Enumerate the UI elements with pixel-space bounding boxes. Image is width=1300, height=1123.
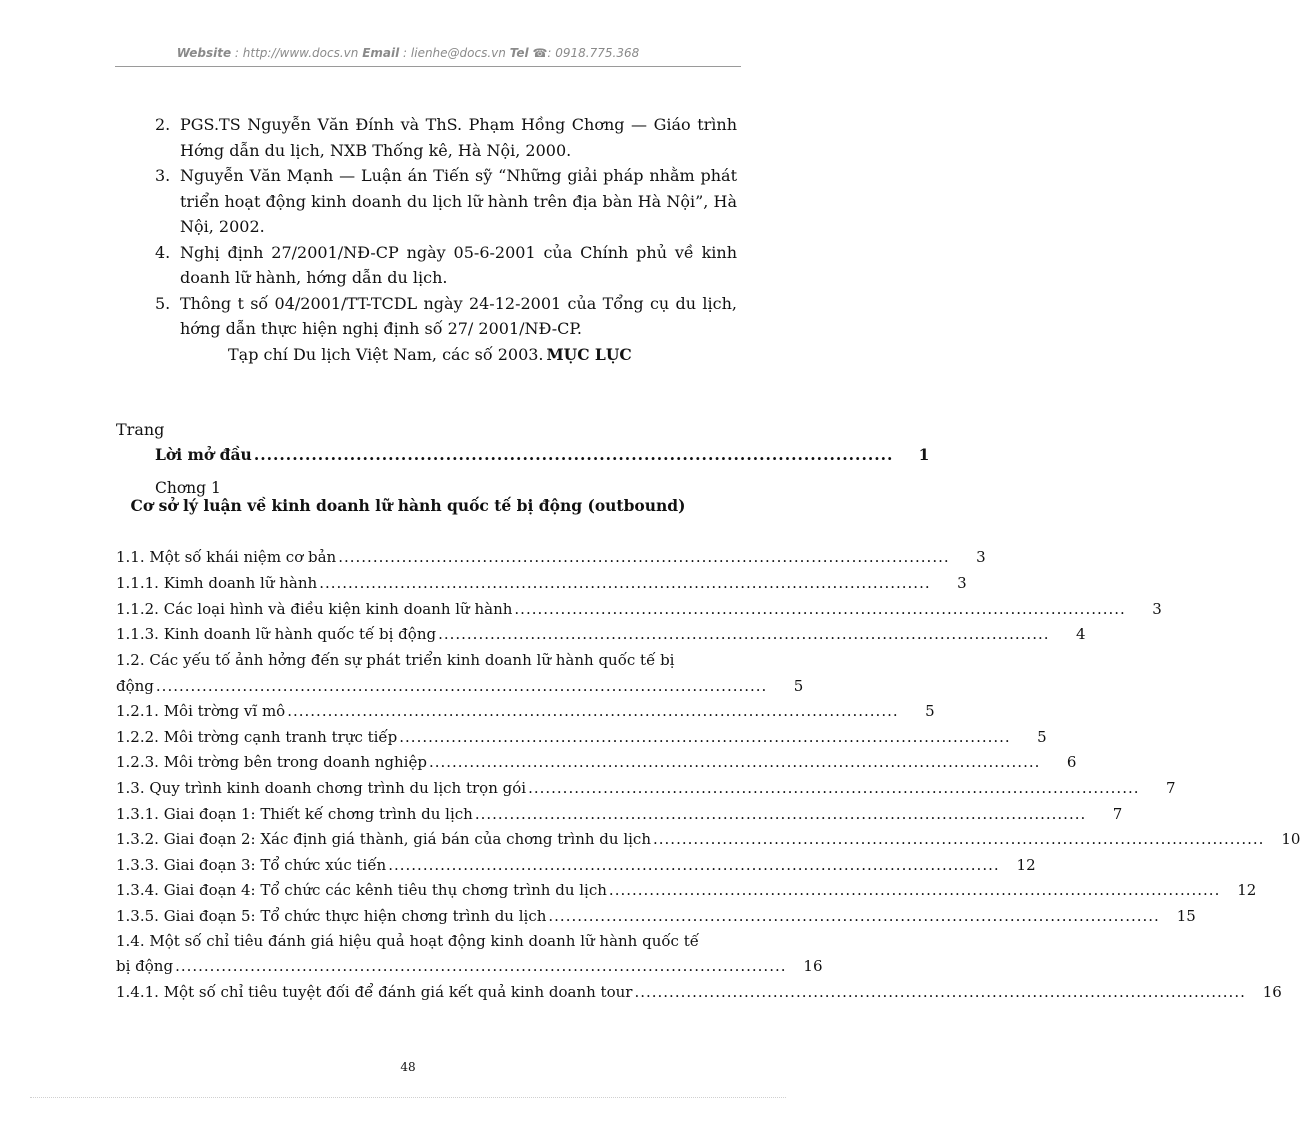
header-divider — [115, 66, 741, 67]
toc-entry[interactable] — [116, 752, 1077, 772]
email-value[interactable]: : lienhe@docs.vn — [403, 46, 506, 60]
toc-leader-dots: .......................................................................................................... — [155, 677, 768, 695]
toc-entry-label: 1.3. Quy trình kinh doanh chơng trình du lịch trọn gói — [116, 779, 527, 797]
reference-number: 3. — [155, 166, 171, 185]
toc-page-number: 5 — [1037, 728, 1047, 746]
toc-entry[interactable] — [116, 982, 1282, 1002]
toc-entry-label: 1.1.2. Các loại hình và điều kiện kinh doanh lữ hành — [116, 600, 513, 618]
footer-divider — [30, 1097, 786, 1098]
toc-leader-dots: .......................................................................................................... — [428, 753, 1041, 771]
toc-entry-line[interactable]: 1.2. Các yếu tố ảnh hởng đến sự phát triển kinh doanh lữ hành quốc tế bị — [116, 651, 675, 669]
toc-entry-intro[interactable] — [155, 445, 930, 465]
toc-entry-label: 1.1.1. Kimh doanh lữ hành — [116, 574, 318, 592]
toc-page-number: 1 — [918, 445, 930, 464]
toc-entry[interactable] — [116, 547, 986, 567]
toc-page-number: 3 — [1152, 600, 1162, 618]
toc-leader-dots: .......................................................................................................... — [528, 779, 1140, 797]
toc-leader-dots: .......................................................................................................... — [474, 805, 1087, 823]
toc-entry-label: 1.3.5. Giai đoạn 5: Tổ chức thực hiện chơng trình du lịch — [116, 907, 547, 925]
toc-leader-dots: .......................................................................................................... — [319, 574, 931, 592]
toc-leader-dots: .......................................................................................................... — [175, 957, 787, 975]
toc-entry[interactable] — [116, 778, 1176, 798]
toc-entry-label: 1.3.1. Giai đoạn 1: Thiết kế chơng trình du lịch — [116, 805, 473, 823]
toc-entry[interactable] — [116, 855, 1036, 875]
reference-text: Thông t số 04/2001/TT-TCDL ngày 24-12-2001 của Tổng cụ du lịch, hớng dẫn thực hiện nghị định số 27/ 2001/NĐ-CP. — [180, 293, 737, 338]
toc-entry-label: 1.1. Một số khái niệm cơ bản — [116, 548, 337, 566]
reference-number: 2. — [155, 115, 171, 134]
chapter-label: Chơng 1 — [155, 479, 221, 497]
reference-item-last — [155, 342, 737, 368]
reference-number: 4. — [155, 242, 171, 262]
website-label: Website — [176, 46, 232, 60]
toc-page-number: 16 — [1262, 983, 1282, 1001]
email-label: Email — [362, 46, 400, 60]
toc-leader-dots: .......................................................................................................... — [438, 625, 1050, 643]
toc-entry[interactable] — [116, 804, 1123, 824]
reference-text: Nguyễn Văn Mạnh — Luận án Tiến sỹ “Những giải pháp nhằm phát triển hoạt động kinh doanh du lịch lữ hành trên địa bàn Hà Nội”, Hà Nội, 2002. — [180, 166, 737, 236]
toc-entry-label: 1.2.3. Môi trờng bên trong doanh nghiệp — [116, 753, 427, 771]
toc-entry[interactable] — [116, 573, 967, 593]
reference-text: Tạp chí Du lịch Việt Nam, các số 2003. — [228, 344, 544, 364]
reference-item — [155, 240, 737, 291]
document-header — [0, 46, 816, 60]
toc-entry-label: động — [116, 677, 154, 695]
reference-item — [155, 163, 737, 240]
chapter-title: Cơ sở lý luận về kinh doanh lữ hành quốc tế bị động (outbound) — [130, 496, 686, 515]
website-value[interactable]: : http://www.docs.vn — [234, 46, 359, 60]
toc-leader-dots: .......................................................................................................... — [608, 881, 1221, 899]
toc-page-number: 7 — [1112, 805, 1123, 823]
toc-leader-dots: .......................................................................................................... — [653, 830, 1265, 848]
toc-page-number: 4 — [1075, 625, 1086, 643]
toc-page-number: 6 — [1066, 753, 1077, 771]
toc-page-number: 3 — [976, 548, 986, 566]
tel-value: : 0918.775.368 — [547, 46, 640, 60]
toc-entry-label: 1.3.4. Giai đoạn 4: Tổ chức các kênh tiêu thụ chơng trình du lịch — [116, 881, 607, 899]
toc-page-number: 12 — [1237, 881, 1257, 899]
toc-entry[interactable] — [116, 676, 804, 696]
toc-entry-label: 1.2.2. Môi trờng cạnh tranh trực tiếp — [116, 728, 398, 746]
toc-page-number: 5 — [925, 702, 935, 720]
toc-entry[interactable] — [116, 727, 1047, 747]
page-number: 48 — [400, 1060, 416, 1074]
toc-leader-dots: .......................................................................................................... — [548, 907, 1160, 925]
reference-item — [155, 112, 737, 163]
reference-number: 5. — [155, 293, 171, 313]
toc-entry-label: Lời mở đầu — [155, 445, 252, 464]
toc-leader-dots: .......................................................................................................... — [399, 728, 1011, 746]
phone-icon: ☎ — [532, 46, 548, 60]
toc-page-number: 7 — [1165, 779, 1176, 797]
toc-leader-dots: .......................................................................................................... — [287, 702, 899, 720]
toc-entry[interactable] — [116, 599, 1162, 619]
toc-entry-label: 1.1.3. Kinh doanh lữ hành quốc tế bị động — [116, 625, 437, 643]
toc-entry[interactable] — [116, 701, 935, 721]
toc-leader-dots: .......................................................................................................... — [514, 600, 1126, 618]
reference-item — [155, 291, 737, 342]
toc-leader-dots: .......................................................................................................... — [634, 983, 1246, 1001]
toc-entry-label: 1.4.1. Một số chỉ tiêu tuyệt đối để đánh giá kết quả kinh doanh tour — [116, 983, 633, 1001]
toc-entry[interactable] — [116, 906, 1196, 926]
toc-entry-label: 1.2.1. Môi trờng vĩ mô — [116, 702, 286, 720]
toc-entry-line[interactable]: 1.4. Một số chỉ tiêu đánh giá hiệu quả hoạt động kinh doanh lữ hành quốc tế — [116, 932, 699, 950]
toc-leader-dots: .......................................................................................................... — [388, 856, 1000, 874]
toc-entry-label: 1.3.2. Giai đoạn 2: Xác định giá thành, giá bán của chơng trình du lịch — [116, 830, 651, 848]
reference-text: Nghị định 27/2001/NĐ-CP ngày 05-6-2001 của Chính phủ về kinh doanh lữ hành, hớng dẫn du lịch. — [180, 242, 737, 287]
toc-page-number: 10 — [1281, 830, 1300, 848]
toc-page-number: 3 — [957, 574, 967, 592]
toc-entry-label: bị động — [116, 957, 174, 975]
toc-page-column-header: Trang — [116, 420, 165, 439]
toc-page-number: 15 — [1176, 907, 1196, 925]
reference-list — [155, 112, 737, 367]
toc-leader-dots: .................................................................................................... — [253, 445, 894, 464]
toc-entry[interactable] — [116, 956, 823, 976]
toc-page-number: 16 — [803, 957, 823, 975]
toc-entry-label: 1.3.3. Giai đoạn 3: Tổ chức xúc tiến — [116, 856, 387, 874]
toc-title: MỤC LỤC — [546, 344, 632, 364]
tel-label: Tel — [509, 46, 529, 60]
reference-text: PGS.TS Nguyễn Văn Đính và ThS. Phạm Hồng Chơng — Giáo trình Hớng dẫn du lịch, NXB Thống kê, Hà Nội, 2000. — [180, 115, 737, 160]
toc-page-number: 5 — [793, 677, 804, 695]
toc-entry[interactable] — [116, 829, 1300, 849]
toc-leader-dots: .......................................................................................................... — [338, 548, 950, 566]
toc-entry[interactable] — [116, 880, 1257, 900]
toc-page-number: 12 — [1016, 856, 1036, 874]
toc-entry[interactable] — [116, 624, 1086, 644]
